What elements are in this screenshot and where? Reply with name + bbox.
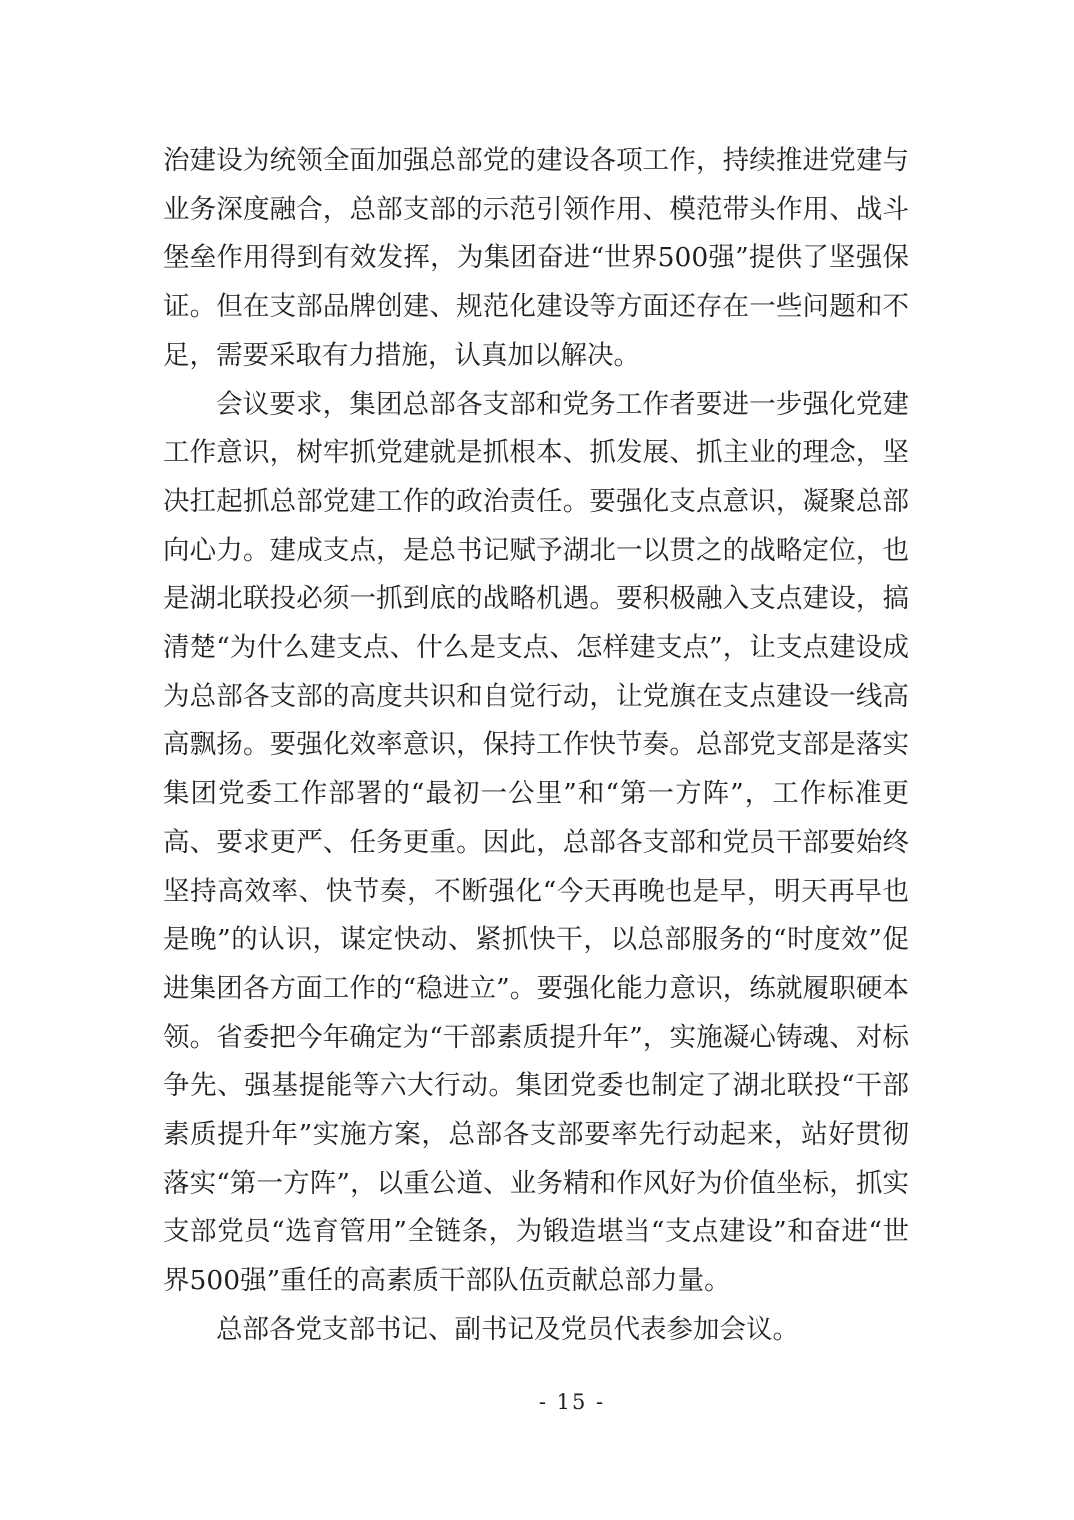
document-body: [163, 137, 909, 1355]
paragraph-continuation: 治建设为统领全面加强总部党的建设各项工作，持续推进党建与业务深度融合，总部支部的示范引领作用、模范带头作用、战斗堡垒作用得到有效发挥，为集团奋进“世界500强”提供了坚强保证。但在支部品牌创建、规范化建设等方面还存在一些问题和不足，需要采取有力措施，认真加以解决。: [163, 145, 909, 371]
page-footer: [35, 1390, 1074, 1414]
paragraph-meeting-requirements: 会议要求，集团总部各支部和党务工作者要进一步强化党建工作意识，树牢抓党建就是抓根本、抓发展、抓主业的理念，坚决扛起抓总部党建工作的政治责任。要强化支点意识，凝聚总部向心力。建成支点，是总书记赋予湖北一以贯之的战略定位，也是湖北联投必须一抓到底的战略机遇。要积极融入支点建设，搞清楚“为什么建支点、什么是支点、怎样建支点”，让支点建设成为总部各支部的高度共识和自觉行动，让党旗在支点建设一线高高飘扬。要强化效率意识，保持工作快节奏。总部党支部是落实集团党委工作部署的“最初一公里”和“第一方阵”，工作标准更高、要求更严、任务更重。因此，总部各支部和党员干部要始终坚持高效率、快节奏，不断强化“今天再晚也是早，明天再早也是晚”的认识，谋定快动、紧抓快干，以总部服务的“时度效”促进集团各方面工作的“稳进立”。要强化能力意识，练就履职硬本领。省委把今年确定为“干部素质提升年”，实施凝心铸魂、对标争先、强基提能等六大行动。集团党委也制定了湖北联投“干部素质提升年”实施方案，总部各支部要率先行动起来，站好贯彻落实“第一方阵”，以重公道、业务精和作风好为价值坐标，抓实支部党员“选育管用”全链条，为锻造堪当“支点建设”和奋进“世界500强”重任的高素质干部队伍贡献总部力量。: [163, 388, 909, 1297]
paragraph-attendees: 总部各党支部书记、副书记及党员代表参加会议。: [216, 1313, 799, 1345]
page-number: - 15 -: [538, 1390, 606, 1414]
